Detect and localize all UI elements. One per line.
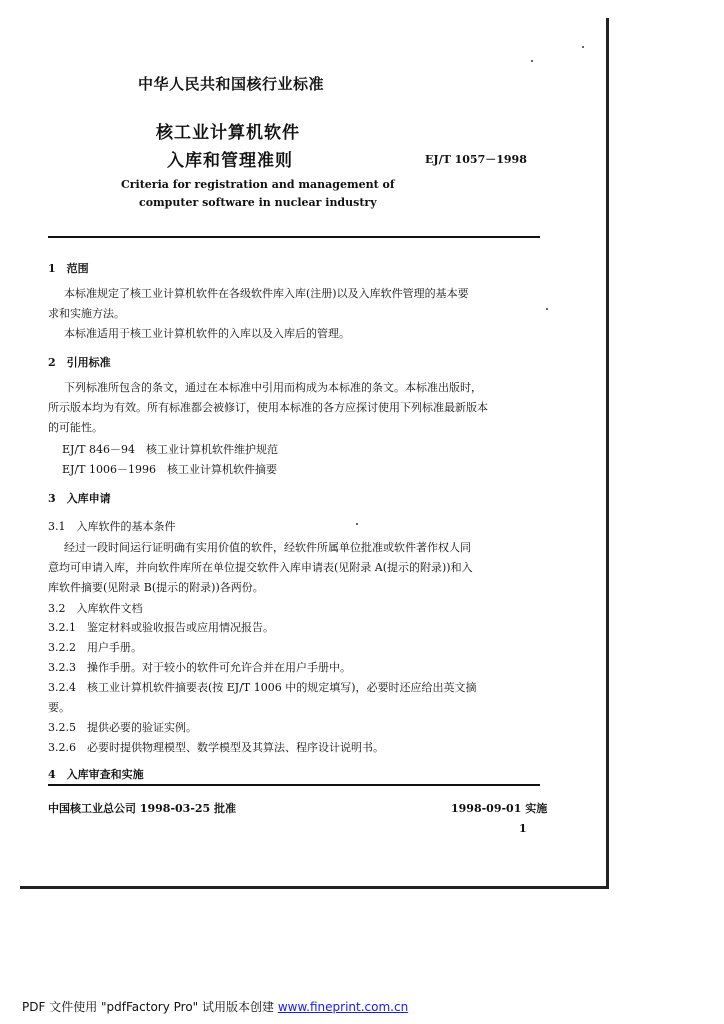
section-1-paragraph-line: 本标准适用于核工业计算机软件的入库以及入库后的管理。 bbox=[64, 327, 350, 340]
section-3-2-item: 3.2.6 必要时提供物理模型、数学模型及其算法、程序设计说明书。 bbox=[48, 741, 384, 754]
section-3-2-heading: 3.2 入库软件文档 bbox=[48, 602, 143, 615]
scan-border-bottom bbox=[20, 886, 609, 889]
approval-line: 中国核工业总公司 1998-03-25 批准 bbox=[48, 802, 237, 815]
english-title-line1: Criteria for registration and management of bbox=[121, 178, 395, 191]
implementation-date: 1998-09-01 实施 bbox=[451, 802, 548, 815]
reference-standard-item: EJ/T 1006－1996 核工业计算机软件摘要 bbox=[62, 463, 277, 476]
section-3-2-item: 3.2.5 提供必要的验证实例。 bbox=[48, 721, 197, 734]
section-4-heading: 4 入库审查和实施 bbox=[48, 768, 144, 781]
scan-speck bbox=[546, 308, 548, 310]
section-3-2-item: 3.2.4 核工业计算机软件摘要表(按 EJ/T 1006 中的规定填写)，必要时还应给出英文摘 bbox=[48, 681, 477, 694]
section-3-1-heading: 3.1 入库软件的基本条件 bbox=[48, 520, 176, 533]
reference-standard-item: EJ/T 846－94 核工业计算机软件维护规范 bbox=[62, 443, 278, 456]
section-3-2-item: 要。 bbox=[48, 701, 70, 714]
section-3-1-paragraph-line: 库软件摘要(见附录 B(提示的附录))各两份。 bbox=[48, 581, 264, 594]
section-2-paragraph-line: 下列标准所包含的条文，通过在本标准中引用而构成为本标准的条文。本标准出版时， bbox=[64, 381, 482, 394]
page-number: 1 bbox=[519, 822, 527, 835]
standard-number: EJ/T 1057－1998 bbox=[425, 153, 527, 166]
pdf-watermark bbox=[22, 998, 408, 1015]
english-title-line2: computer software in nuclear industry bbox=[139, 196, 377, 209]
scan-speck bbox=[582, 46, 584, 48]
footer-rule bbox=[48, 784, 540, 786]
fineprint-link[interactable]: www.fineprint.com.cn bbox=[277, 1000, 409, 1014]
document-title-line1: 核工业计算机软件 bbox=[156, 123, 300, 143]
section-2-paragraph-line: 所示版本均为有效。所有标准都会被修订，使用本标准的各方应探讨使用下列标准最新版本 bbox=[48, 401, 488, 414]
section-3-2-item: 3.2.2 用户手册。 bbox=[48, 641, 142, 654]
section-1-paragraph-line: 本标准规定了核工业计算机软件在各级软件库入库(注册)以及入库软件管理的基本要 bbox=[64, 287, 469, 300]
section-1-paragraph-line: 求和实施方法。 bbox=[48, 307, 125, 320]
section-3-2-item: 3.2.3 操作手册。对于较小的软件可允许合并在用户手册中。 bbox=[48, 661, 351, 674]
document-title-line2: 入库和管理准则 bbox=[167, 151, 293, 171]
section-3-1-paragraph-line: 意均可申请入库，并向软件库所在单位提交软件入库申请表(见附录 A(提示的附录))和入 bbox=[48, 561, 473, 574]
section-1-heading: 1 范围 bbox=[48, 262, 89, 275]
standard-title: 中华人民共和国核行业标准 bbox=[138, 75, 325, 93]
header-rule bbox=[48, 236, 540, 238]
section-3-1-paragraph-line: 经过一段时间运行证明确有实用价值的软件，经软件所属单位批准或软件著作权人同 bbox=[64, 541, 471, 554]
scan-speck bbox=[531, 60, 533, 62]
pdf-watermark-text: PDF 文件使用 "pdfFactory Pro" 试用版本创建 bbox=[22, 1000, 278, 1014]
section-2-paragraph-line: 的可能性。 bbox=[48, 421, 103, 434]
section-2-heading: 2 引用标准 bbox=[48, 356, 111, 369]
scan-border-right bbox=[606, 18, 609, 889]
scan-speck bbox=[356, 523, 358, 525]
section-3-2-item: 3.2.1 鉴定材料或验收报告或应用情况报告。 bbox=[48, 621, 274, 634]
section-3-heading: 3 入库申请 bbox=[48, 492, 111, 505]
